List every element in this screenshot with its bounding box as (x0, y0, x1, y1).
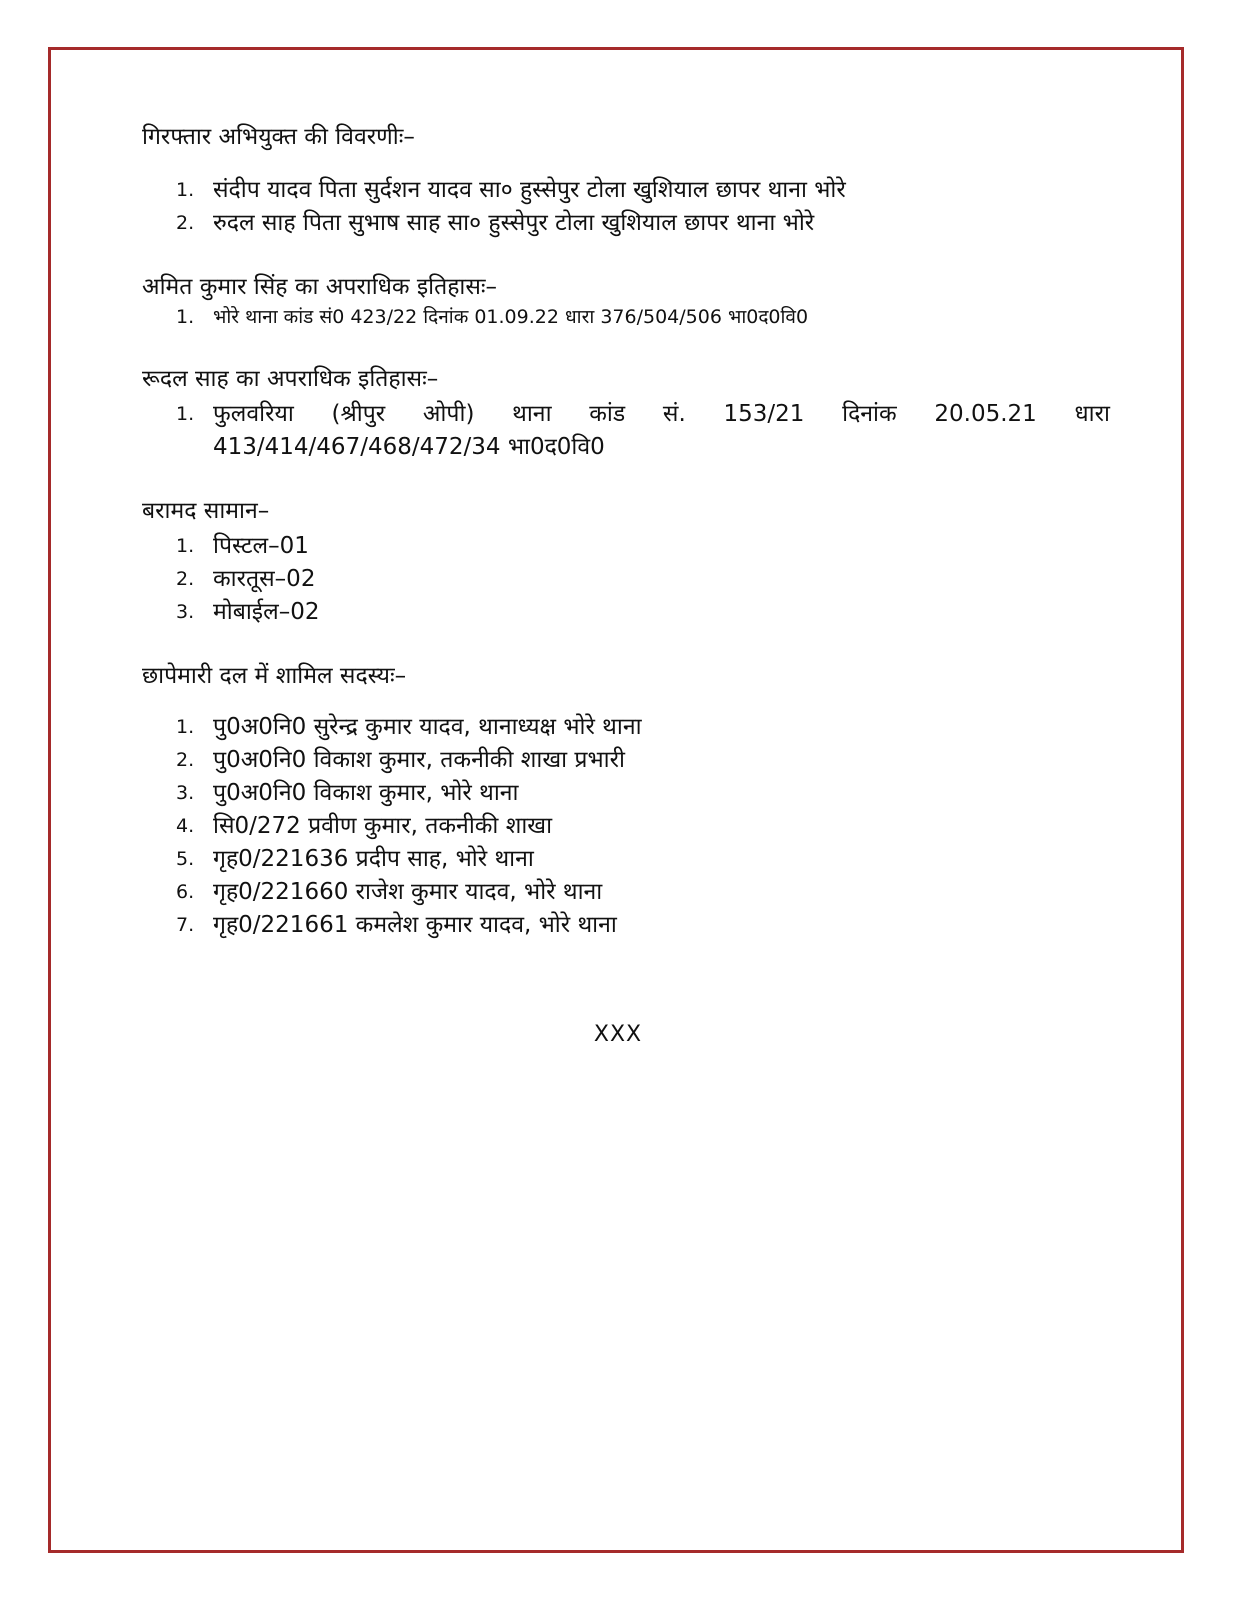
list-item (142, 530, 1110, 563)
list-number: 6. (176, 881, 195, 903)
rudal-criminal-history-section (142, 360, 1110, 464)
list-item (142, 843, 1110, 876)
history-list (142, 304, 1110, 330)
list-number: 5. (176, 848, 195, 870)
amit-criminal-history-section (142, 270, 1110, 330)
list-text: भोरे थाना कांड सं0 423/22 दिनांक 01.09.22 धारा 376/504/506 भा0द0वि0 (213, 306, 809, 328)
list-number: 1. (176, 179, 195, 201)
list-number: 2. (176, 749, 195, 771)
list-text: गृह0/221636 प्रदीप साह, भोरे थाना (213, 846, 534, 872)
list-text: सि0/272 प्रवीण कुमार, तकनीकी शाखा (213, 813, 553, 839)
list-number: 2. (176, 568, 195, 590)
document-body (142, 118, 1110, 942)
list-item (142, 398, 1110, 464)
history-list (142, 398, 1110, 464)
recovered-list (142, 530, 1110, 629)
list-item (142, 563, 1110, 596)
list-number: 2. (176, 212, 195, 234)
list-number: 4. (176, 815, 195, 837)
list-item (142, 909, 1110, 942)
list-number: 3. (176, 601, 195, 623)
list-item (142, 810, 1110, 843)
section-heading: बरामद सामान– (142, 498, 270, 524)
list-text: मोबाईल–02 (213, 599, 320, 625)
list-number: 3. (176, 782, 195, 804)
accused-list (142, 174, 1110, 240)
list-item (142, 744, 1110, 777)
recovered-items-section (142, 492, 1110, 629)
list-item (142, 711, 1110, 744)
end-mark: XXX (593, 1022, 643, 1047)
list-text: गृह0/221660 राजेश कुमार यादव, भोरे थाना (213, 879, 603, 905)
arrested-accused-section (142, 118, 1110, 240)
list-number: 1. (176, 535, 195, 557)
list-item (142, 207, 1110, 240)
list-number: 1. (176, 306, 195, 328)
list-text: रुदल साह पिता सुभाष साह सा० हुस्सेपुर टोला खुशियाल छापर थाना भोरे (213, 210, 815, 236)
list-text: पु0अ0नि0 सुरेन्द्र कुमार यादव, थानाध्यक्ष भोरे थाना (213, 714, 642, 740)
list-text: गृह0/221661 कमलेश कुमार यादव, भोरे थाना (213, 912, 617, 938)
list-number: 1. (176, 403, 195, 425)
section-heading: रूदल साह का अपराधिक इतिहासः– (142, 366, 439, 392)
list-text: पु0अ0नि0 विकाश कुमार, तकनीकी शाखा प्रभारी (213, 747, 625, 773)
list-item (142, 596, 1110, 629)
section-heading: छापेमारी दल में शामिल सदस्यः– (142, 663, 407, 689)
list-item (142, 174, 1110, 207)
team-members-list (142, 711, 1110, 942)
list-item (142, 304, 1110, 330)
list-item (142, 777, 1110, 810)
list-text: कारतूस–02 (213, 566, 316, 592)
list-text: संदीप यादव पिता सुर्दशन यादव सा० हुस्सेपुर टोला खुशियाल छापर थाना भोरे (213, 177, 846, 203)
raid-team-section (142, 657, 1110, 942)
list-text: पु0अ0नि0 विकाश कुमार, भोरे थाना (213, 780, 519, 806)
list-number: 1. (176, 716, 195, 738)
list-item (142, 876, 1110, 909)
list-text: फुलवरिया (श्रीपुर ओपी) थाना कांड सं. 153/21 दिनांक 20.05.21 धारा 413/414/467/468/472/34 भा0द0वि0 (213, 401, 1110, 460)
section-heading: गिरफ्तार अभियुक्त की विवरणीः– (142, 124, 415, 150)
list-text: पिस्टल–01 (213, 533, 309, 559)
list-number: 7. (176, 914, 195, 936)
section-heading: अमित कुमार सिंह का अपराधिक इतिहासः– (142, 274, 498, 300)
